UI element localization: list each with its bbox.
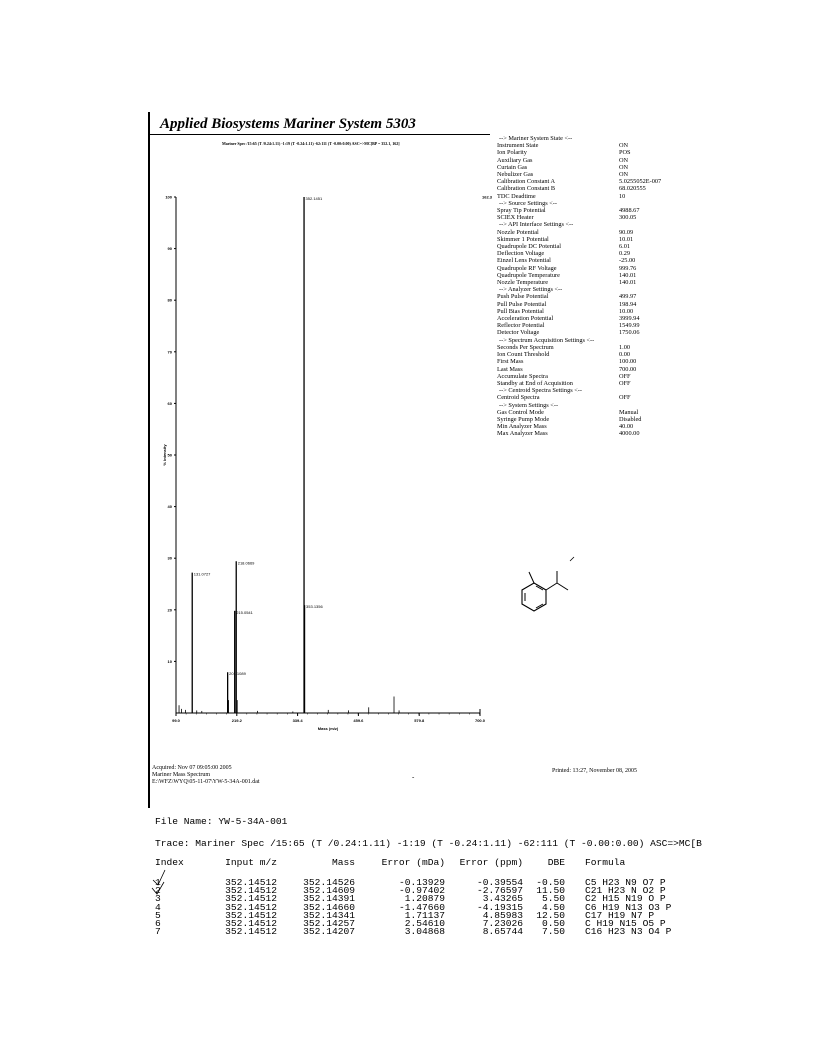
setting-value: OFF: [619, 394, 631, 402]
setting-name: Gas Control Mode: [497, 408, 544, 416]
row-formula: C6 H19 N13 O3 P: [585, 901, 672, 913]
setting-name: First Mass: [497, 358, 524, 366]
setting-value: 140.01: [619, 279, 637, 287]
x-tick-label: 219.2: [231, 718, 242, 723]
settings-row: [497, 301, 697, 308]
row-index: 7: [155, 926, 161, 938]
spectrum-type: Mariner Mass Spectrum: [152, 772, 210, 779]
setting-value: 100.00: [619, 358, 637, 366]
col-formula-header: Formula: [585, 857, 626, 868]
settings-section-heading: [497, 200, 697, 207]
row-dbe: 11.50: [536, 885, 565, 897]
settings-row: [497, 366, 697, 373]
row-error-ppm: -4.19315: [476, 901, 523, 913]
setting-name: Einzel Lens Potential: [497, 257, 551, 265]
row-error-ppm: 8.65744: [482, 926, 523, 938]
row-formula: C16 H23 N3 O4 P: [585, 926, 672, 938]
row-formula: C2 H15 N19 O P: [585, 893, 666, 905]
handwritten-checkmarks: [150, 868, 172, 912]
settings-row: [497, 416, 697, 423]
y-tick-label: 40: [167, 504, 172, 510]
col-index-header: Index: [155, 857, 184, 868]
y-tick-label: 60: [167, 400, 172, 406]
row-dbe: 12.50: [536, 909, 565, 921]
settings-row: [497, 293, 697, 300]
row-mass: 352.14391: [303, 893, 355, 905]
frame-top-border: [150, 134, 490, 135]
x-tick-label: 99.0: [172, 718, 180, 723]
y-tick-label: 20: [167, 607, 172, 613]
peak-label: 131.0727: [193, 571, 211, 577]
setting-value: 0.00: [619, 351, 631, 359]
settings-row: [497, 272, 697, 279]
settings-section-heading: [497, 337, 697, 344]
setting-name: Push Pulse Potential: [497, 293, 549, 301]
row-dbe: 4.50: [541, 901, 565, 913]
settings-section-heading: [497, 387, 697, 394]
col-error-ppm-header: Error (ppm): [459, 857, 523, 868]
row-error-mda: 1.71137: [404, 909, 445, 921]
y-tick-label: 90: [167, 246, 172, 252]
settings-row: [497, 243, 697, 250]
setting-name: Nozzle Potential: [497, 228, 539, 236]
setting-value: 68.020555: [619, 185, 646, 193]
settings-section-heading: [497, 402, 697, 409]
setting-value: Manual: [619, 408, 639, 416]
setting-name: Centroid Spectra: [497, 394, 540, 402]
row-error-ppm: 7.23026: [482, 918, 523, 930]
row-mass: 352.14609: [303, 885, 355, 897]
printed-date: Printed: 13:27, November 08, 2005: [552, 768, 637, 774]
setting-value: 700.00: [619, 365, 637, 373]
setting-value: ON: [619, 156, 629, 164]
row-input-mz: 352.14512: [225, 877, 277, 888]
peak-label: 352.1451: [305, 196, 323, 201]
acquired-date: Acquired: Nov 07 09:05:00 2005: [152, 765, 232, 771]
setting-name: Syringe Pump Mode: [497, 415, 550, 423]
setting-value: 5.0255052E-007: [619, 178, 662, 186]
peak-label: 201.1089: [229, 671, 246, 677]
row-error-mda: 1.20879: [404, 893, 445, 905]
x-tick-label: 579.8: [414, 718, 425, 723]
setting-value: 1.00: [619, 343, 631, 351]
chemical-structure-drawing: [500, 552, 590, 627]
settings-row: [497, 358, 697, 365]
settings-row: [497, 373, 697, 380]
settings-row: [497, 214, 697, 221]
y-tick-label: 70: [167, 349, 172, 355]
stray-mark: -: [412, 773, 415, 781]
row-dbe: 5.50: [541, 893, 565, 905]
row-mass: 352.14660: [303, 901, 355, 913]
setting-value: 10.01: [619, 235, 634, 243]
row-mass: 352.14341: [303, 909, 355, 921]
setting-value: ON: [619, 163, 629, 171]
setting-name: Standby at End of Acquisition: [497, 379, 573, 387]
row-error-mda: -0.97402: [398, 885, 445, 897]
peak-label: 218.0669: [237, 560, 255, 566]
setting-name: Pull Pulse Potential: [497, 300, 547, 308]
y-tick-label: 30: [167, 555, 172, 561]
setting-name: Quadrupole RF Voltage: [497, 264, 557, 272]
settings-row: [497, 178, 697, 185]
settings-row: [497, 164, 697, 171]
y-tick-label: 50: [167, 452, 172, 458]
setting-name: Nebulizer Gas: [497, 171, 534, 179]
col-input-mz-header: Input m/z: [225, 857, 277, 868]
row-index: 2: [155, 885, 161, 897]
row-mass: 352.14207: [303, 926, 355, 938]
settings-row: [497, 351, 697, 358]
setting-name: Nozzle Temperature: [497, 279, 549, 287]
row-input-mz: 352.14512: [225, 893, 277, 905]
row-error-ppm: -2.76597: [476, 885, 523, 897]
settings-row: [497, 423, 697, 430]
row-mass: 352.14257: [303, 918, 355, 930]
peak-label: 215.0541: [236, 609, 253, 615]
page-title: Applied Biosystems Mariner System 5303: [160, 116, 416, 132]
row-formula: C H19 N15 O5 P: [585, 918, 666, 930]
instrument-settings-panel: [497, 135, 697, 438]
row-input-mz: 352.14512: [225, 901, 277, 913]
setting-name: Min Analyzer Mass: [497, 423, 547, 431]
row-error-mda: -1.47660: [398, 901, 445, 913]
y-tick-label: 100: [165, 194, 172, 200]
setting-value: 6.01: [619, 243, 631, 251]
setting-value: 10: [619, 192, 626, 200]
row-index: 1: [155, 877, 161, 888]
setting-name: Calibration Constant B: [497, 185, 556, 193]
setting-value: 90.09: [619, 228, 634, 236]
settings-row: [497, 279, 697, 286]
col-error-mda-header: Error (mDa): [381, 857, 445, 868]
setting-value: ON: [619, 171, 629, 179]
setting-value: POS: [619, 149, 631, 157]
row-formula: C17 H19 N7 P: [585, 909, 655, 921]
trace-line: Trace: Mariner Spec /15:65 (T /0.24:1.11) -1:19 (T -0.24:1.11) -62:111 (T -0.00:0.00) ASC=>MC[B: [155, 838, 702, 849]
settings-row: [497, 344, 697, 351]
settings-row: [497, 257, 697, 264]
settings-row: [497, 265, 697, 272]
row-mass: 352.14526: [303, 877, 355, 888]
row-index: 5: [155, 909, 161, 921]
table-header-row: [155, 857, 671, 879]
setting-value: ON: [619, 142, 629, 150]
setting-name: Quadrupole Temperature: [497, 271, 560, 279]
settings-row: [497, 380, 697, 387]
data-file-path: E:\WFZ\WYQ\05-11-07\YW-5-34A-001.dat: [152, 779, 260, 786]
x-tick-label: 459.6: [353, 718, 364, 723]
x-tick-label: 339.4: [292, 718, 303, 723]
row-dbe: -0.50: [536, 877, 565, 888]
settings-heading-text: --> Mariner System State <--: [499, 135, 573, 142]
setting-value: 198.94: [619, 300, 637, 308]
settings-heading-text: --> System Settings <--: [499, 401, 559, 409]
setting-name: Accumulate Spectra: [497, 372, 548, 380]
setting-value: 1750.06: [619, 329, 640, 337]
setting-name: Last Mass: [497, 365, 523, 373]
setting-name: Spray Tip Potential: [497, 207, 546, 215]
settings-row: [497, 142, 697, 149]
setting-name: Instrument State: [497, 142, 539, 150]
setting-name: Auxiliary Gas: [497, 156, 533, 164]
setting-name: Pull Bias Potential: [497, 307, 544, 315]
row-input-mz: 352.14512: [225, 926, 277, 938]
row-input-mz: 352.14512: [225, 918, 277, 930]
setting-value: Disabled: [619, 415, 642, 423]
setting-value: 10.00: [619, 307, 634, 315]
spectrum-trace-header: Mariner Spec /15:65 (T /0.24:1.11) -1:19 (T -0.24:1.11) -62:111 (T -0.00:0.00) ASC=>MC[BP = 352.1, 162]: [222, 141, 400, 146]
settings-section-heading: [497, 286, 697, 293]
setting-name: SCIEX Heater: [497, 214, 534, 222]
row-error-mda: 2.54610: [404, 918, 445, 930]
peak-label: 353.1356: [306, 604, 323, 610]
settings-row: [497, 229, 697, 236]
table-row: [155, 928, 671, 936]
y-tick-label: 80: [167, 297, 172, 303]
mass-spectrum-chart: [150, 180, 493, 740]
setting-name: Curtain Gas: [497, 163, 528, 171]
acquisition-info: [152, 765, 260, 787]
setting-name: Ion Count Threshold: [497, 351, 550, 359]
setting-value: 999.76: [619, 264, 637, 272]
row-error-ppm: 4.85983: [482, 909, 523, 921]
setting-value: 0.29: [619, 250, 631, 258]
setting-value: 140.01: [619, 271, 637, 279]
setting-value: 4988.67: [619, 207, 640, 215]
setting-value: 3999.94: [619, 315, 640, 323]
file-name: File Name: YW-5-34A-001: [155, 816, 288, 827]
setting-value: 1549.99: [619, 322, 640, 330]
row-input-mz: 352.14512: [225, 909, 277, 921]
settings-row: [497, 171, 697, 178]
row-index: 6: [155, 918, 161, 930]
row-error-ppm: 3.43265: [482, 893, 523, 905]
settings-row: [497, 157, 697, 164]
settings-row: [497, 308, 697, 315]
row-error-mda: -0.13929: [398, 877, 445, 888]
setting-name: Deflection Voltage: [497, 250, 545, 258]
settings-row: [497, 236, 697, 243]
row-error-ppm: -0.39554: [476, 877, 523, 888]
settings-row: [497, 250, 697, 257]
setting-value: 4000.00: [619, 430, 640, 438]
setting-name: TDC Deadtime: [497, 192, 536, 200]
setting-value: OFF: [619, 372, 631, 380]
max-intensity-label: 162.3: [482, 194, 493, 200]
settings-section-heading: [497, 135, 697, 142]
setting-value: 499.97: [619, 293, 637, 301]
setting-name: Ion Polarity: [497, 149, 527, 157]
setting-name: Calibration Constant A: [497, 178, 556, 186]
setting-name: Detector Voltage: [497, 329, 540, 337]
formula-results-table: [155, 857, 671, 936]
setting-value: -25.00: [619, 257, 636, 265]
settings-row: [497, 430, 697, 437]
settings-row: [497, 149, 697, 156]
row-dbe: 7.50: [541, 926, 565, 938]
settings-row: [497, 409, 697, 416]
setting-name: Reflector Potential: [497, 322, 545, 330]
settings-row: [497, 394, 697, 401]
setting-name: Quadrupole DC Potential: [497, 243, 562, 251]
settings-row: [497, 315, 697, 322]
setting-name: Seconds Per Spectrum: [497, 343, 554, 351]
col-mass-header: Mass: [331, 857, 355, 868]
settings-section-heading: [497, 221, 697, 228]
setting-value: OFF: [619, 379, 631, 387]
row-formula: C21 H23 N O2 P: [585, 885, 666, 897]
y-tick-label: 10: [167, 658, 172, 664]
x-tick-label: 700.0: [474, 718, 486, 723]
settings-row: [497, 322, 697, 329]
settings-heading-text: --> Centroid Spectra Settings <--: [499, 387, 582, 395]
settings-row: [497, 329, 697, 336]
col-dbe-header: DBE: [547, 857, 565, 868]
setting-name: Skimmer 1 Potential: [497, 235, 549, 243]
row-input-mz: 352.14512: [225, 885, 277, 897]
setting-name: Max Analyzer Mass: [497, 430, 548, 438]
settings-row: [497, 193, 697, 200]
settings-row: [497, 207, 697, 214]
row-index: 3: [155, 893, 161, 905]
setting-value: 300.05: [619, 214, 637, 222]
settings-heading-text: --> Spectrum Acquisition Settings <--: [499, 336, 595, 344]
settings-heading-text: --> Source Settings <--: [499, 199, 557, 207]
row-dbe: 0.50: [541, 918, 565, 930]
x-axis-label: Mass (m/z): [317, 726, 339, 731]
row-index: 4: [155, 901, 161, 913]
settings-heading-text: --> Analyzer Settings <--: [499, 286, 563, 294]
setting-value: 40.00: [619, 423, 634, 431]
row-formula: C5 H23 N9 O7 P: [585, 877, 666, 888]
y-axis-label: % Intensity: [162, 444, 167, 466]
settings-heading-text: --> API Interface Settings <--: [499, 221, 574, 229]
row-error-mda: 3.04868: [404, 926, 445, 938]
settings-row: [497, 185, 697, 192]
setting-name: Acceleration Potential: [497, 315, 554, 323]
